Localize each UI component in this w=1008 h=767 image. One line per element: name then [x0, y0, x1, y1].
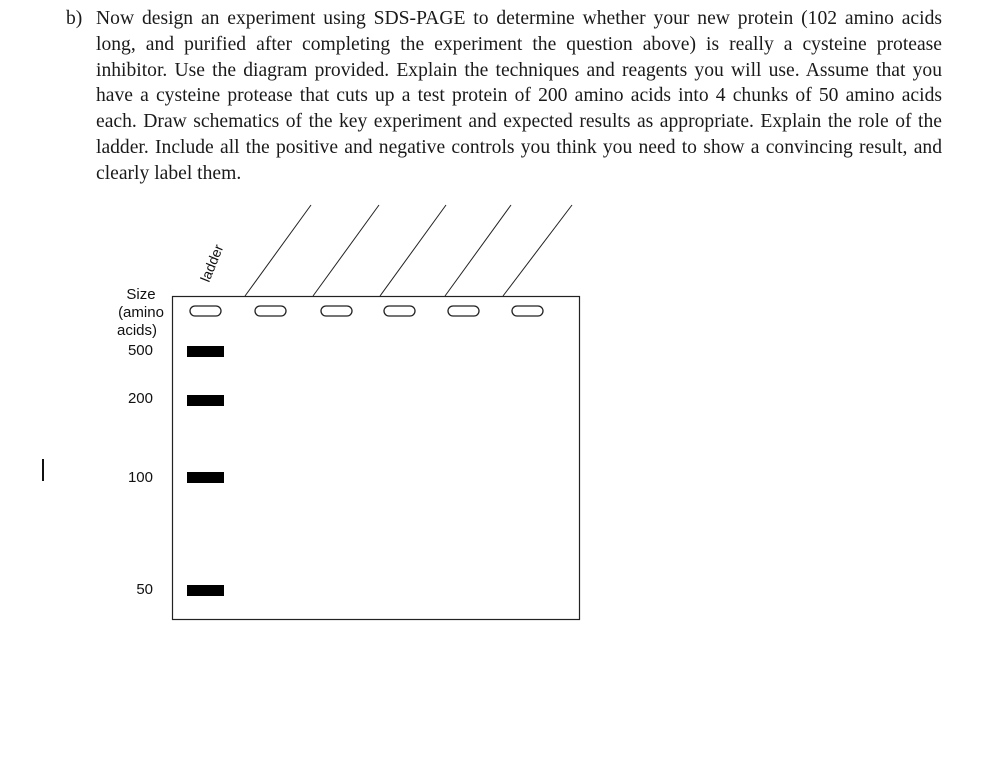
ladder-label: ladder [196, 242, 227, 285]
lane-line-5 [503, 205, 572, 296]
well-ladder [190, 306, 221, 316]
lane-line-2 [313, 205, 379, 296]
lane-line-3 [380, 205, 446, 296]
question-label: b) [66, 8, 83, 29]
size-label-line-3: acids) [116, 322, 158, 339]
lane-line-1 [245, 205, 311, 296]
size-label-line-1: Size [126, 286, 156, 303]
well-lane-5 [512, 306, 543, 316]
wells [190, 306, 543, 316]
lane-lines [245, 205, 572, 296]
ladder-band-50 [187, 585, 224, 596]
question-body: Now design an experiment using SDS-PAGE to determine whether your new protein (102 amino acids long, and purified after completing the experiment the question above) is really a cysteine protease inhibitor. Use the diagram provided. Explain the techniques and reagents you will use. Assume that you have a cysteine protease that cuts up a test protein of 200 amino acids into 4 chunks of 50 amino acids each. Draw schematics of the key experiment and expected results as appropriate. Explain the role of the ladder. Include all the positive and negative controls you think you need to show a convincing result, and clearly label them. [96, 8, 942, 184]
well-lane-3 [384, 306, 415, 316]
marker-label-200: 200 [127, 390, 153, 407]
marker-label-100: 100 [127, 469, 153, 486]
ladder-band-200 [187, 395, 224, 406]
ladder-band-100 [187, 472, 224, 483]
gel-frame [173, 297, 580, 620]
lane-line-4 [445, 205, 511, 296]
marker-label-50: 50 [136, 581, 153, 598]
size-label-line-2: (amino [118, 304, 164, 321]
marker-label-500: 500 [127, 342, 153, 359]
well-lane-4 [448, 306, 479, 316]
well-lane-1 [255, 306, 286, 316]
ladder-band-500 [187, 346, 224, 357]
well-lane-2 [321, 306, 352, 316]
